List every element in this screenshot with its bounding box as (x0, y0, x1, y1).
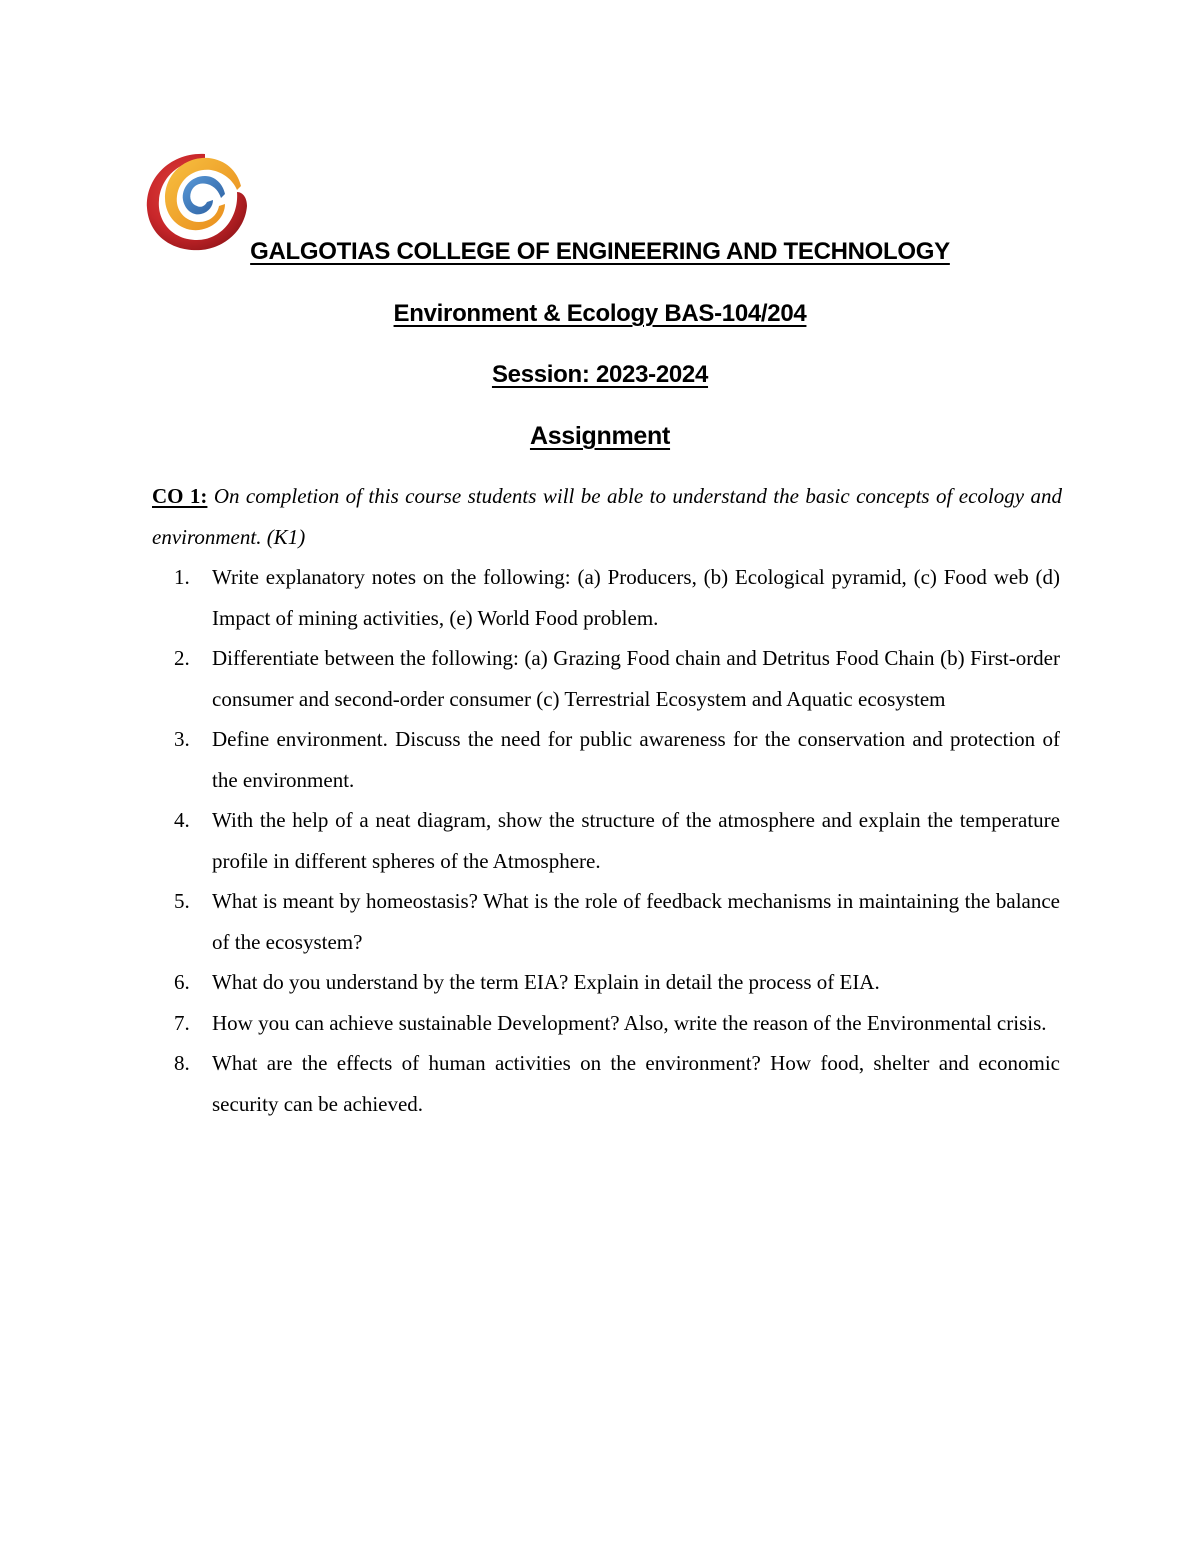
question-list (174, 557, 1060, 1124)
question-text: What are the effects of human activities on the environment? How food, shelter and economic security can be achieved. (212, 1051, 1060, 1116)
question-text: With the help of a neat diagram, show the structure of the atmosphere and explain the temperature profile in different spheres of the Atmosphere. (212, 808, 1060, 873)
question-text: Differentiate between the following: (a) Grazing Food chain and Detritus Food Chain (b) First-order consumer and second-order consumer (c) Terrestrial Ecosystem and Aquatic ecosystem (212, 646, 1060, 711)
course-outcome-label: CO 1: (152, 484, 208, 508)
question-number: 7. (174, 1010, 190, 1035)
question-item (174, 1043, 1060, 1124)
question-item (174, 1003, 1060, 1044)
question-number: 3. (174, 727, 190, 751)
question-text: What is meant by homeostasis? What is the role of feedback mechanisms in maintaining the balance of the ecosystem? (212, 889, 1060, 954)
session-title: Session: 2023-2024 (491, 361, 709, 388)
question-item (174, 800, 1060, 881)
question-text: How you can achieve sustainable Development? Also, write the reason of the Environmental crisis. (212, 1010, 1047, 1035)
question-text: Define environment. Discuss the need for public awareness for the conservation and protection of the environment. (212, 727, 1060, 792)
question-number: 8. (174, 1051, 190, 1075)
question-item (174, 719, 1060, 800)
question-item (174, 962, 1060, 1003)
question-text: What do you understand by the term EIA? Explain in detail the process of EIA. (212, 970, 880, 994)
course-outcome (152, 476, 1062, 558)
course-outcome-text: On completion of this course students will be able to understand the basic concepts of ecology and environment. (K1) (152, 484, 1062, 549)
question-number: 4. (174, 808, 190, 832)
college-name: GALGOTIAS COLLEGE OF ENGINEERING AND TECHNOLOGY (250, 238, 950, 265)
question-number: 5. (174, 889, 190, 913)
assignment-title: Assignment (529, 422, 671, 450)
question-item (174, 638, 1060, 719)
question-text: Write explanatory notes on the following: (a) Producers, (b) Ecological pyramid, (c) Food web (d) Impact of mining activities, (e) World Food problem. (212, 565, 1060, 630)
course-title: Environment & Ecology BAS-104/204 (393, 300, 807, 327)
question-item (174, 881, 1060, 962)
question-item (174, 557, 1060, 638)
question-number: 1. (174, 565, 190, 589)
question-number: 2. (174, 646, 190, 670)
question-number: 6. (174, 970, 190, 994)
